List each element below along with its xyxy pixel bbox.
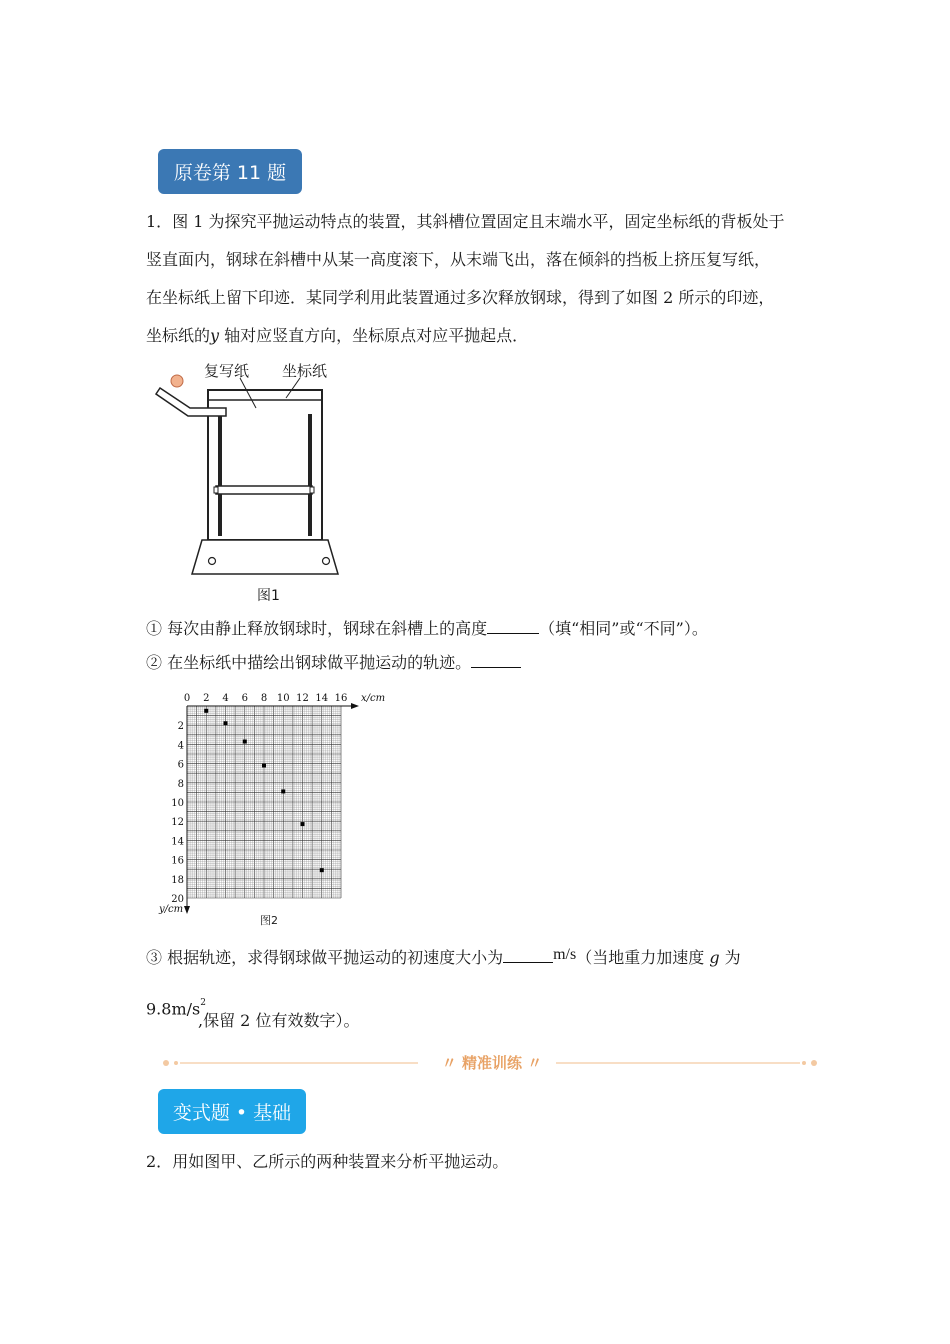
baffle [216, 486, 312, 494]
subquestion-2: ② 在坐标纸中描绘出钢球做平抛运动的轨迹。 [146, 653, 521, 673]
figure-1-caption: 图1 [257, 588, 280, 604]
steel-ball [171, 375, 183, 387]
trajectory-point [262, 764, 266, 768]
trajectory-point [243, 740, 247, 744]
answer-blank-3[interactable] [503, 948, 553, 963]
y-tick-label: 8 [177, 778, 184, 790]
y-tick-label: 4 [177, 740, 184, 752]
y-axis-label: y/cm [159, 904, 184, 915]
trajectory-chart [150, 688, 390, 928]
y-tick-label: 6 [177, 759, 184, 771]
trajectory-point [301, 822, 305, 826]
y-tick-label: 16 [171, 855, 184, 867]
trajectory-point [281, 789, 285, 793]
gravity-symbol: g [709, 948, 720, 967]
question-1-line-1 [146, 212, 785, 232]
figure-2-caption: 图2 [260, 914, 278, 927]
copy-paper-label: 复写纸 [204, 362, 250, 380]
x-tick-label: 0 [183, 693, 191, 704]
precision-training-label: 〃 精准训练 〃 [441, 1054, 543, 1072]
section-tag-original: 原卷第 11 题 [158, 149, 302, 194]
y-tick-label: 14 [171, 836, 184, 848]
x-tick-label: 12 [296, 693, 309, 704]
y-tick-label: 12 [171, 817, 184, 829]
question-number: 2． [146, 1152, 173, 1171]
apparatus-figure [150, 356, 350, 582]
base [192, 540, 338, 574]
x-tick-label: 14 [315, 693, 329, 704]
x-tick-label: 4 [222, 693, 229, 704]
grid-paper-label: 坐标纸 [282, 362, 328, 380]
trajectory-point [320, 868, 324, 872]
y-axis-arrow [184, 906, 190, 914]
left-rail [218, 414, 222, 536]
y-tick-label: 2 [177, 721, 184, 733]
answer-blank-2[interactable] [471, 653, 521, 668]
y-tick-label: 10 [171, 798, 184, 809]
subquestion-1: ① 每次由静止释放钢球时，钢球在斜槽上的高度 （填“相同”或“不同”）。 [146, 619, 708, 638]
y-tick-label: 18 [171, 874, 184, 886]
y-axis-symbol: y [210, 326, 220, 345]
y-tick-label: 20 [171, 894, 184, 905]
x-tick-label: 10 [276, 693, 290, 704]
question-1-line-3: 在坐标纸上留下印迹．某同学利用此装置通过多次释放钢球，得到了如图 2 所示的印迹， [146, 288, 775, 307]
trajectory-point [204, 709, 208, 713]
question-2 [146, 1152, 508, 1172]
subquestion-3: ③ 根据轨迹，求得钢球做平抛运动的初速度大小为 m/s（当地重力加速度 g 为 [146, 946, 741, 967]
x-tick-label: 8 [260, 693, 268, 704]
x-axis-label: x/cm [361, 693, 386, 704]
x-axis-arrow [351, 703, 359, 709]
question-number: 1． [146, 212, 173, 231]
subquestion-3-gravity-value: $9.8m/s^2$ [146, 998, 206, 1019]
section-tag-variant-basic: 变式题 • 基础 [158, 1089, 306, 1134]
question-text: 图 1 为探究平抛运动特点的装置，其斜槽位置固定且末端水平，固定坐标纸的背板处于 [172, 212, 785, 231]
x-tick-label: 2 [203, 693, 210, 704]
trajectory-point [224, 721, 228, 725]
question-1-line-2: 竖直面内，钢球在斜槽中从某一高度滚下，从末端飞出，落在倾斜的挡板上挤压复写纸， [146, 250, 771, 269]
answer-blank-1[interactable] [487, 619, 539, 634]
subquestion-3-tail: ,保留 2 位有效数字）。 [198, 1011, 360, 1030]
question-1-line-4: 坐标纸的y 轴对应竖直方向，坐标原点对应平抛起点． [146, 326, 529, 345]
x-tick-label: 16 [334, 693, 348, 704]
question-text: 用如图甲、乙所示的两种装置来分析平抛运动。 [172, 1152, 509, 1171]
velocity-unit: m/s [553, 946, 577, 963]
x-tick-label: 6 [241, 693, 248, 704]
right-rail [308, 414, 312, 536]
